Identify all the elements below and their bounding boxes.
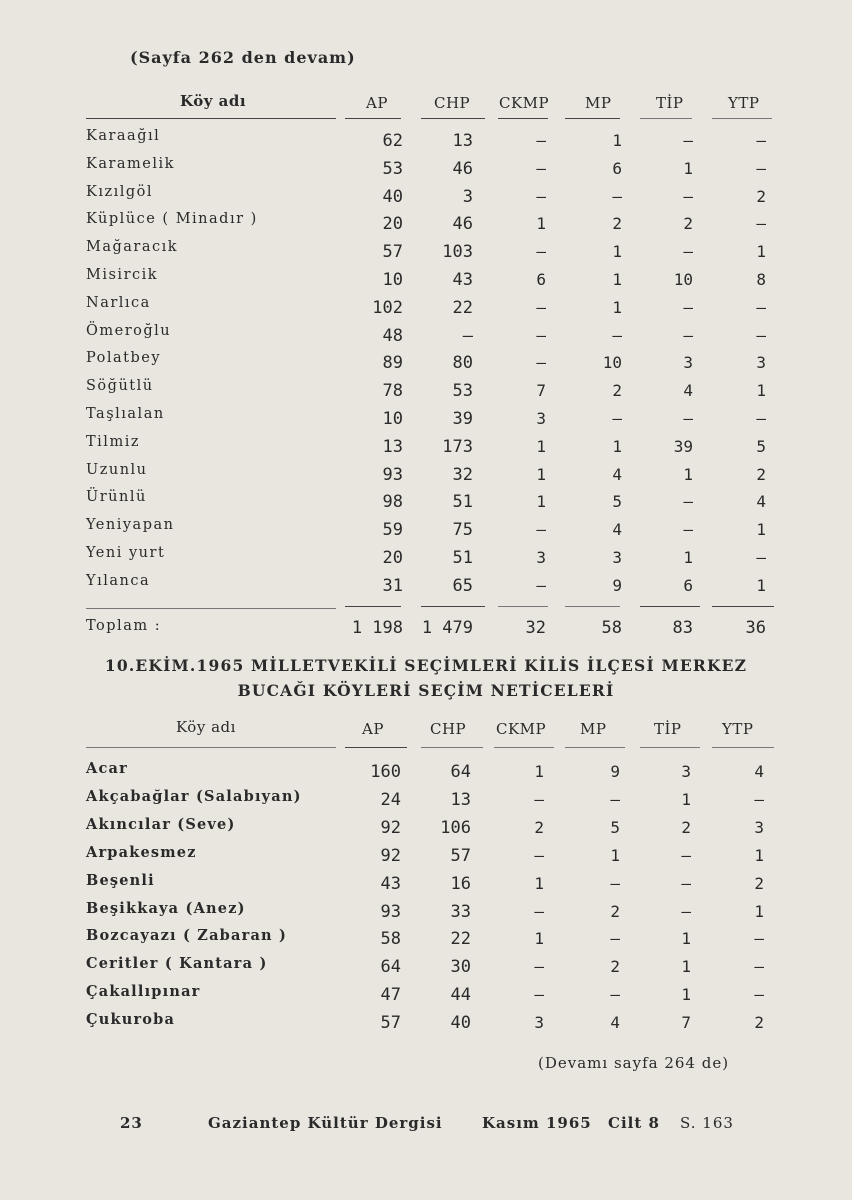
- column-header: MP: [580, 720, 607, 738]
- table-rule: [640, 747, 700, 748]
- vote-cell: —: [612, 409, 622, 428]
- vote-cell: 1: [536, 437, 546, 456]
- table-rule: [421, 118, 485, 119]
- vote-cell: 3: [612, 548, 622, 567]
- table-rule: [712, 747, 774, 748]
- page-number: 23: [120, 1114, 143, 1132]
- vote-cell: 3: [536, 409, 546, 428]
- vote-cell: 1: [612, 298, 622, 317]
- column-header: AP: [362, 720, 384, 738]
- vote-cell: 2: [612, 214, 622, 233]
- vote-cell: —: [536, 353, 546, 372]
- village-name: Karamelik: [86, 156, 175, 172]
- vote-cell: —: [683, 298, 693, 317]
- vote-cell: 2: [756, 187, 766, 206]
- volume: Cilt 8: [608, 1114, 660, 1132]
- village-name: Yılanca: [86, 573, 151, 589]
- vote-cell: 1: [534, 762, 544, 781]
- vote-cell: 2: [534, 818, 544, 837]
- vote-cell: —: [610, 985, 620, 1004]
- vote-cell: 1: [756, 520, 766, 539]
- table-rule: [712, 118, 772, 119]
- vote-cell: —: [681, 846, 691, 865]
- village-name: Söğütlü: [86, 378, 154, 394]
- vote-cell: 1: [534, 929, 544, 948]
- issue-date: Kasım 1965: [482, 1114, 592, 1132]
- total-cell: 1 198: [351, 618, 403, 638]
- table-rule: [86, 118, 336, 119]
- vote-cell: 59: [382, 520, 403, 540]
- column-header: YTP: [722, 720, 754, 738]
- vote-cell: —: [536, 131, 546, 150]
- column-header: MP: [585, 94, 612, 112]
- vote-cell: 13: [452, 131, 473, 151]
- vote-cell: 43: [452, 270, 473, 290]
- column-header-koy: Köy adı: [176, 718, 236, 736]
- vote-cell: 57: [380, 1013, 401, 1033]
- vote-cell: 92: [380, 818, 401, 838]
- vote-cell: 20: [382, 548, 403, 568]
- vote-cell: 1: [683, 548, 693, 567]
- vote-cell: 31: [382, 576, 403, 596]
- vote-cell: 22: [452, 298, 473, 318]
- village-name: Polatbey: [86, 350, 162, 366]
- table-rule: [345, 118, 401, 119]
- vote-cell: 173: [442, 437, 473, 457]
- vote-cell: 1: [756, 381, 766, 400]
- vote-cell: 3: [754, 818, 764, 837]
- vote-cell: 78: [382, 381, 403, 401]
- vote-cell: —: [534, 846, 544, 865]
- column-header: CKMP: [496, 720, 547, 738]
- vote-cell: —: [536, 187, 546, 206]
- vote-cell: —: [754, 929, 764, 948]
- village-name: Bozcayazı ( Zabaran ): [86, 927, 288, 944]
- table-rule: [565, 747, 625, 748]
- vote-cell: 51: [452, 548, 473, 568]
- village-name: Akıncılar (Seve): [86, 816, 236, 833]
- vote-cell: 40: [450, 1013, 471, 1033]
- vote-cell: 160: [370, 762, 401, 782]
- village-name: Karaağıl: [86, 128, 161, 144]
- vote-cell: 93: [382, 465, 403, 485]
- vote-cell: 5: [610, 818, 620, 837]
- vote-cell: 10: [382, 409, 403, 429]
- village-name: Ömeroğlu: [86, 323, 172, 339]
- village-name: Akçabağlar (Salabıyan): [86, 788, 302, 805]
- vote-cell: 4: [610, 1013, 620, 1032]
- column-header: CHP: [434, 94, 471, 112]
- vote-cell: 5: [612, 492, 622, 511]
- vote-cell: 1: [536, 214, 546, 233]
- vote-cell: 44: [450, 985, 471, 1005]
- vote-cell: 75: [452, 520, 473, 540]
- vote-cell: 4: [754, 762, 764, 781]
- vote-cell: 20: [382, 214, 403, 234]
- vote-cell: 1: [754, 902, 764, 921]
- vote-cell: 57: [450, 846, 471, 866]
- vote-cell: 4: [612, 520, 622, 539]
- village-name: Tilmiz: [86, 434, 140, 450]
- column-header: TİP: [654, 720, 682, 738]
- vote-cell: 10: [382, 270, 403, 290]
- vote-cell: —: [754, 790, 764, 809]
- table-rule: [712, 606, 774, 607]
- table-rule: [498, 118, 548, 119]
- vote-cell: —: [536, 242, 546, 261]
- vote-cell: 3: [462, 187, 473, 207]
- vote-cell: 2: [681, 818, 691, 837]
- column-header: YTP: [728, 94, 760, 112]
- column-header-koy: Köy adı: [180, 92, 247, 110]
- village-name: Uzunlu: [86, 462, 148, 478]
- vote-cell: 47: [380, 985, 401, 1005]
- total-label: Toplam :: [86, 618, 162, 634]
- vote-cell: 2: [610, 902, 620, 921]
- section-title-line-2: BUCAĞI KÖYLERİ SEÇİM NETİCELERİ: [237, 681, 615, 700]
- vote-cell: —: [756, 548, 766, 567]
- total-cell: 1 479: [421, 618, 473, 638]
- vote-cell: —: [612, 187, 622, 206]
- vote-cell: 64: [450, 762, 471, 782]
- section-title-line-1: 10.EKİM.1965 MİLLETVEKİLİ SEÇİMLERİ KİLİS İLÇESİ MERKEZ: [104, 656, 748, 675]
- column-header: CHP: [430, 720, 467, 738]
- vote-cell: —: [683, 326, 693, 345]
- vote-cell: 2: [754, 1013, 764, 1032]
- total-cell: 32: [525, 618, 546, 638]
- vote-cell: 103: [442, 242, 473, 262]
- vote-cell: 80: [452, 353, 473, 373]
- vote-cell: 89: [382, 353, 403, 373]
- vote-cell: —: [683, 131, 693, 150]
- vote-cell: 1: [612, 437, 622, 456]
- vote-cell: 4: [612, 465, 622, 484]
- total-cell: 83: [672, 618, 693, 638]
- vote-cell: 1: [534, 874, 544, 893]
- table-rule: [640, 118, 692, 119]
- vote-cell: —: [756, 298, 766, 317]
- village-name: Mağaracık: [86, 239, 179, 255]
- vote-cell: —: [534, 985, 544, 1004]
- vote-cell: 1: [681, 790, 691, 809]
- vote-cell: 1: [536, 492, 546, 511]
- vote-cell: 64: [380, 957, 401, 977]
- vote-cell: —: [612, 326, 622, 345]
- vote-cell: 98: [382, 492, 403, 512]
- vote-cell: —: [534, 902, 544, 921]
- column-header: AP: [366, 94, 388, 112]
- vote-cell: —: [610, 874, 620, 893]
- vote-cell: 1: [681, 929, 691, 948]
- vote-cell: 1: [681, 957, 691, 976]
- vote-cell: 4: [756, 492, 766, 511]
- vote-cell: —: [534, 957, 544, 976]
- vote-cell: 106: [440, 818, 471, 838]
- village-name: Kızılgöl: [86, 184, 154, 200]
- vote-cell: 1: [612, 270, 622, 289]
- vote-cell: —: [756, 131, 766, 150]
- vote-cell: 9: [612, 576, 622, 595]
- vote-cell: 13: [382, 437, 403, 457]
- table-rule: [565, 118, 620, 119]
- vote-cell: —: [681, 874, 691, 893]
- vote-cell: 39: [452, 409, 473, 429]
- vote-cell: 43: [380, 874, 401, 894]
- vote-cell: 30: [450, 957, 471, 977]
- table-rule: [86, 747, 336, 748]
- vote-cell: 1: [756, 576, 766, 595]
- vote-cell: 7: [536, 381, 546, 400]
- journal-name: Gaziantep Kültür Dergisi: [208, 1114, 443, 1132]
- vote-cell: 40: [382, 187, 403, 207]
- village-name: Beşenli: [86, 872, 155, 889]
- vote-cell: —: [756, 326, 766, 345]
- vote-cell: 10: [673, 270, 693, 289]
- vote-cell: 32: [452, 465, 473, 485]
- vote-cell: 1: [681, 985, 691, 1004]
- village-name: Arpakesmez: [86, 844, 197, 861]
- vote-cell: 13: [450, 790, 471, 810]
- vote-cell: 24: [380, 790, 401, 810]
- vote-cell: 48: [382, 326, 403, 346]
- vote-cell: —: [756, 214, 766, 233]
- vote-cell: 1: [536, 465, 546, 484]
- vote-cell: 3: [534, 1013, 544, 1032]
- vote-cell: —: [754, 985, 764, 1004]
- table-rule: [498, 606, 548, 607]
- table-rule: [86, 608, 336, 609]
- column-header: CKMP: [499, 94, 550, 112]
- vote-cell: 57: [382, 242, 403, 262]
- village-name: Yeni yurt: [86, 545, 166, 561]
- vote-cell: —: [610, 929, 620, 948]
- vote-cell: 3: [683, 353, 693, 372]
- vote-cell: 22: [450, 929, 471, 949]
- vote-cell: —: [610, 790, 620, 809]
- vote-cell: 33: [450, 902, 471, 922]
- vote-cell: 1: [683, 465, 693, 484]
- village-name: Yeniyapan: [86, 517, 175, 533]
- table-rule: [640, 606, 700, 607]
- vote-cell: —: [756, 159, 766, 178]
- vote-cell: 16: [450, 874, 471, 894]
- vote-cell: 3: [536, 548, 546, 567]
- vote-cell: —: [536, 298, 546, 317]
- vote-cell: 1: [612, 242, 622, 261]
- continued-on-note: (Devamı sayfa 264 de): [538, 1054, 730, 1072]
- vote-cell: —: [754, 957, 764, 976]
- vote-cell: 1: [754, 846, 764, 865]
- table-rule: [565, 606, 620, 607]
- vote-cell: 46: [452, 159, 473, 179]
- vote-cell: —: [536, 576, 546, 595]
- vote-cell: 93: [380, 902, 401, 922]
- vote-cell: 3: [681, 762, 691, 781]
- vote-cell: 6: [536, 270, 546, 289]
- village-name: Çukuroba: [86, 1011, 176, 1028]
- vote-cell: —: [536, 326, 546, 345]
- village-name: Ceritler ( Kantara ): [86, 955, 268, 972]
- vote-cell: 58: [380, 929, 401, 949]
- vote-cell: 2: [612, 381, 622, 400]
- vote-cell: 6: [683, 576, 693, 595]
- vote-cell: —: [534, 790, 544, 809]
- vote-cell: 65: [452, 576, 473, 596]
- vote-cell: —: [756, 409, 766, 428]
- vote-cell: 2: [756, 465, 766, 484]
- table-rule: [345, 747, 407, 748]
- vote-cell: 6: [612, 159, 622, 178]
- village-name: Misircik: [86, 267, 159, 283]
- vote-cell: —: [683, 242, 693, 261]
- table-rule: [494, 747, 554, 748]
- total-cell: 36: [745, 618, 766, 638]
- vote-cell: 1: [683, 159, 693, 178]
- vote-cell: 51: [452, 492, 473, 512]
- vote-cell: 62: [382, 131, 403, 151]
- vote-cell: 53: [382, 159, 403, 179]
- vote-cell: —: [683, 409, 693, 428]
- vote-cell: 10: [602, 353, 622, 372]
- vote-cell: 5: [756, 437, 766, 456]
- village-name: Acar: [86, 760, 128, 777]
- vote-cell: 3: [756, 353, 766, 372]
- vote-cell: —: [536, 520, 546, 539]
- vote-cell: —: [536, 159, 546, 178]
- vote-cell: 8: [756, 270, 766, 289]
- vote-cell: 1: [612, 131, 622, 150]
- vote-cell: —: [681, 902, 691, 921]
- continued-from-note: (Sayfa 262 den devam): [130, 48, 356, 67]
- village-name: Beşikkaya (Anez): [86, 900, 246, 917]
- village-name: Çakallıpınar: [86, 983, 201, 1000]
- vote-cell: 2: [610, 957, 620, 976]
- village-name: Küplüce ( Minadır ): [86, 211, 258, 227]
- vote-cell: 1: [610, 846, 620, 865]
- vote-cell: —: [683, 492, 693, 511]
- vote-cell: 2: [683, 214, 693, 233]
- vote-cell: 2: [754, 874, 764, 893]
- vote-cell: —: [462, 326, 473, 346]
- vote-cell: 53: [452, 381, 473, 401]
- issue-number: S. 163: [680, 1114, 734, 1132]
- vote-cell: —: [683, 520, 693, 539]
- vote-cell: 4: [683, 381, 693, 400]
- vote-cell: 7: [681, 1013, 691, 1032]
- vote-cell: 1: [756, 242, 766, 261]
- village-name: Taşlıalan: [86, 406, 165, 422]
- column-header: TİP: [656, 94, 684, 112]
- table-rule: [421, 747, 483, 748]
- total-cell: 58: [601, 618, 622, 638]
- vote-cell: 102: [372, 298, 403, 318]
- village-name: Narlıca: [86, 295, 151, 311]
- village-name: Ürünlü: [86, 489, 147, 505]
- table-rule: [421, 606, 485, 607]
- vote-cell: —: [683, 187, 693, 206]
- vote-cell: 46: [452, 214, 473, 234]
- vote-cell: 92: [380, 846, 401, 866]
- vote-cell: 39: [673, 437, 693, 456]
- table-rule: [345, 606, 401, 607]
- vote-cell: 9: [610, 762, 620, 781]
